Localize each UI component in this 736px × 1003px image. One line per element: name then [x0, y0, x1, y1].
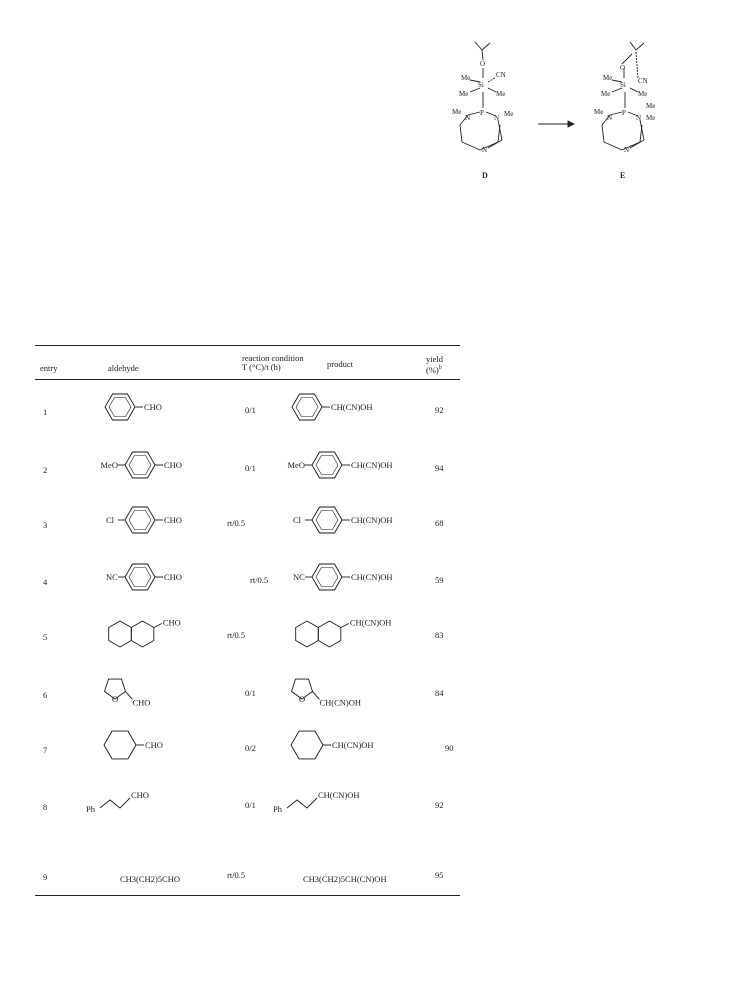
d-methyl-5: Me — [504, 110, 514, 118]
table-row — [35, 612, 460, 662]
aldehyde-bonds — [118, 452, 163, 478]
aldehyde-bonds — [105, 394, 143, 420]
aldehyde-bonds — [100, 798, 130, 808]
aldehyde-substituent: NC — [106, 572, 118, 582]
yield-value: 92 — [435, 405, 444, 415]
entry-number: 1 — [43, 407, 48, 417]
product-structure — [267, 387, 427, 437]
e-phosphorus: P — [622, 109, 626, 117]
yield-value: 59 — [435, 575, 444, 585]
product-phenyl: Ph — [273, 804, 282, 814]
product-benzene-ring — [312, 564, 342, 590]
aldehyde-cyclohexane-ring — [104, 731, 136, 759]
aldehyde-structure-drawing — [80, 782, 230, 827]
header-product: product — [327, 359, 353, 369]
product-alkyl-chain — [287, 798, 317, 808]
aldehyde-structure-drawing — [80, 725, 230, 770]
aldehyde-functional-group: CHO — [162, 617, 181, 628]
d-cyano: CN — [496, 71, 506, 79]
aldehyde-benzene-ring — [105, 394, 135, 420]
product-ring-inner — [316, 511, 338, 530]
e-methyl-5: Me — [646, 102, 656, 110]
product-structure — [267, 612, 427, 662]
reaction-condition: rt/0.5 — [227, 870, 246, 880]
product-structure — [267, 445, 427, 495]
product-functional-group: CH(CN)OH — [332, 740, 374, 750]
entry-number: 6 — [43, 690, 48, 700]
aldehyde-structure-drawing — [80, 670, 230, 715]
product-furan-oxygen: O — [299, 694, 306, 704]
product-bonds — [305, 452, 350, 478]
aldehyde-benzene-ring — [125, 564, 155, 590]
product-structure-drawing — [267, 612, 427, 657]
product-bonds — [292, 394, 330, 420]
e-methyl-4: Me — [594, 108, 604, 116]
e-nitrogen-1: N — [607, 114, 613, 122]
header-yield — [426, 355, 443, 375]
d-methyl-4: Me — [452, 108, 462, 116]
product-formula: CH3(CH2)5CH(CN)OH — [303, 874, 387, 884]
e-cyano: CN — [638, 77, 648, 85]
aldehyde-bonds — [118, 507, 163, 533]
product-functional-group: CH(CN)OH — [331, 402, 373, 412]
aldehyde-structure — [80, 557, 230, 607]
aldehyde-bonds — [105, 679, 133, 699]
product-functional-group: CH(CN)OH — [319, 697, 362, 708]
product-structure — [267, 782, 427, 832]
header-entry: entry — [40, 363, 58, 373]
entry-number: 4 — [43, 577, 48, 587]
header-yield-unit: (%) — [426, 364, 439, 375]
e-methyl-1: Me — [603, 74, 613, 82]
product-functional-group: CH(CN)OH — [351, 515, 393, 525]
entry-number: 8 — [43, 802, 48, 812]
yield-value: 83 — [435, 630, 444, 640]
table-bottom-rule — [35, 895, 460, 896]
product-bonds — [291, 731, 331, 759]
table-top-rule — [35, 345, 460, 346]
aldehyde-phenyl: Ph — [86, 804, 95, 814]
entry-number: 5 — [43, 632, 48, 642]
aldehyde-substituent: Cl — [106, 515, 115, 525]
table-row — [35, 500, 460, 550]
yield-value: 94 — [435, 463, 444, 473]
entry-number: 3 — [43, 520, 48, 530]
d-phosphorus: P — [480, 109, 484, 117]
aldehyde-structure — [80, 725, 230, 775]
aldehyde-alkyl-chain — [100, 798, 130, 808]
product-substituent: MeO — [287, 460, 305, 470]
aldehyde-structure — [80, 612, 230, 662]
e-oxygen: O — [620, 64, 626, 72]
d-methyl-1: Me — [461, 74, 471, 82]
aldehyde-bonds — [104, 731, 144, 759]
d-oxygen: O — [480, 60, 486, 68]
product-ring-inner — [296, 398, 318, 417]
product-structure-drawing — [267, 387, 427, 432]
label-e: E — [620, 171, 626, 180]
d-nitrogen-1: N — [465, 114, 471, 122]
entry-number: 7 — [43, 745, 48, 755]
aldehyde-benzene-ring — [125, 507, 155, 533]
table-row — [35, 670, 460, 720]
table-row — [35, 725, 460, 775]
aldehyde-functional-group: CHO — [164, 460, 182, 470]
e-silicon: Si — [620, 81, 626, 89]
product-structure-drawing — [267, 782, 427, 827]
table-header-rule — [35, 379, 460, 380]
aldehyde-structure — [80, 387, 230, 437]
aldehyde-formula: CH3(CH2)5CHO — [120, 874, 180, 884]
aldehyde-naphthalene-ring-2 — [131, 621, 154, 647]
product-structure — [267, 725, 427, 775]
e-methyl-3: Me — [638, 90, 648, 98]
e-methyl-6: Me — [646, 114, 656, 122]
header-aldehyde: aldehyde — [108, 363, 139, 373]
aldehyde-structure-drawing — [80, 500, 230, 545]
e-nitrogen-2: N — [636, 114, 642, 122]
aldehyde-benzene-ring — [125, 452, 155, 478]
aldehyde-ring-inner — [109, 398, 131, 417]
aldehyde-structure — [80, 670, 230, 720]
d-methyl-2: Me — [459, 90, 469, 98]
yield-value: 68 — [435, 518, 444, 528]
table-row — [35, 557, 460, 607]
yield-value: 92 — [435, 800, 444, 810]
reaction-condition: 0/1 — [245, 688, 256, 698]
aldehyde-functional-group: CHO — [131, 790, 149, 800]
aldehyde-structure-drawing — [80, 387, 230, 432]
entry-number: 9 — [43, 872, 48, 882]
product-bonds — [305, 507, 350, 533]
reaction-condition: 0/1 — [245, 405, 256, 415]
aldehyde-bonds — [118, 564, 163, 590]
header-condition-line1: reaction condition — [242, 353, 304, 363]
header-yield-line1: yield — [426, 354, 443, 364]
product-structure-drawing — [267, 557, 427, 602]
reaction-condition: 0/1 — [245, 800, 256, 810]
header-condition-line2: T (°C)/t (h) — [242, 362, 281, 372]
aldehyde-structure-drawing — [80, 557, 230, 602]
aldehyde-ring-inner — [129, 511, 151, 530]
aldehyde-functional-group: CHO — [144, 402, 162, 412]
product-benzene-ring — [312, 452, 342, 478]
aldehyde-bonds — [109, 621, 162, 647]
product-benzene-ring — [292, 394, 322, 420]
entry-number: 2 — [43, 465, 48, 475]
aldehyde-ring-inner — [129, 456, 151, 475]
aldehyde-functional-group: CHO — [164, 515, 182, 525]
product-naphthalene-ring-1 — [296, 621, 319, 647]
aldehyde-furan-oxygen: O — [112, 694, 119, 704]
product-bonds — [305, 564, 350, 590]
product-structure — [267, 557, 427, 607]
reaction-scheme-drawing — [440, 30, 690, 190]
yield-value: 90 — [445, 743, 454, 753]
product-cyclohexane-ring — [291, 731, 323, 759]
product-structure-drawing — [267, 670, 427, 715]
product-ring-inner — [316, 568, 338, 587]
product-ring-inner — [316, 456, 338, 475]
reaction-condition: rt/0.5 — [227, 518, 246, 528]
aldehyde-substituent: MeO — [100, 460, 118, 470]
aldehyde-functional-group: CHO — [145, 740, 163, 750]
reaction-condition: rt/0.5 — [250, 575, 269, 585]
aldehyde-functional-group: CHO — [132, 697, 151, 708]
reaction-condition: rt/0.5 — [227, 630, 246, 640]
product-structure — [267, 670, 427, 720]
reaction-scheme — [440, 30, 690, 190]
aldehyde-structure — [80, 500, 230, 550]
aldehyde-structure-drawing — [80, 612, 230, 657]
product-functional-group: CH(CN)OH — [351, 460, 393, 470]
d-silicon: Si — [478, 81, 484, 89]
header-yield-line2 — [426, 364, 443, 375]
header-condition — [242, 354, 304, 372]
product-bonds — [292, 679, 320, 699]
product-functional-group: CH(CN)OH — [351, 572, 393, 582]
e-nitrogen-3: N — [624, 146, 630, 154]
product-functional-group: CH(CN)OH — [318, 790, 360, 800]
table-row — [35, 387, 460, 437]
d-methyl-3: Me — [496, 90, 506, 98]
aldehyde-structure — [80, 445, 230, 495]
d-nitrogen-2: N — [494, 114, 500, 122]
product-substituent: Cl — [293, 515, 302, 525]
aldehyde-naphthalene-ring-1 — [109, 621, 132, 647]
product-bonds — [287, 798, 317, 808]
label-d: D — [482, 171, 488, 180]
product-functional-group: CH(CN)OH — [349, 617, 392, 628]
table-row — [35, 445, 460, 495]
product-naphthalene-ring-2 — [318, 621, 341, 647]
e-methyl-2: Me — [601, 90, 611, 98]
header-yield-footnote: b — [438, 365, 442, 371]
yield-value: 95 — [435, 870, 444, 880]
product-structure — [267, 500, 427, 550]
aldehyde-functional-group: CHO — [164, 572, 182, 582]
aldehyde-ring-inner — [129, 568, 151, 587]
aldehyde-structure — [80, 782, 230, 832]
product-benzene-ring — [312, 507, 342, 533]
product-bonds — [296, 621, 349, 647]
product-structure-drawing — [267, 725, 427, 770]
product-structure-drawing — [267, 500, 427, 545]
table-row — [35, 782, 460, 832]
reaction-arrow — [538, 121, 574, 127]
reaction-condition: 0/1 — [245, 463, 256, 473]
d-nitrogen-3: N — [482, 146, 488, 154]
product-structure-drawing — [267, 445, 427, 490]
reaction-condition: 0/2 — [245, 743, 256, 753]
yield-value: 84 — [435, 688, 444, 698]
product-substituent: NC — [293, 572, 305, 582]
aldehyde-structure-drawing — [80, 445, 230, 490]
